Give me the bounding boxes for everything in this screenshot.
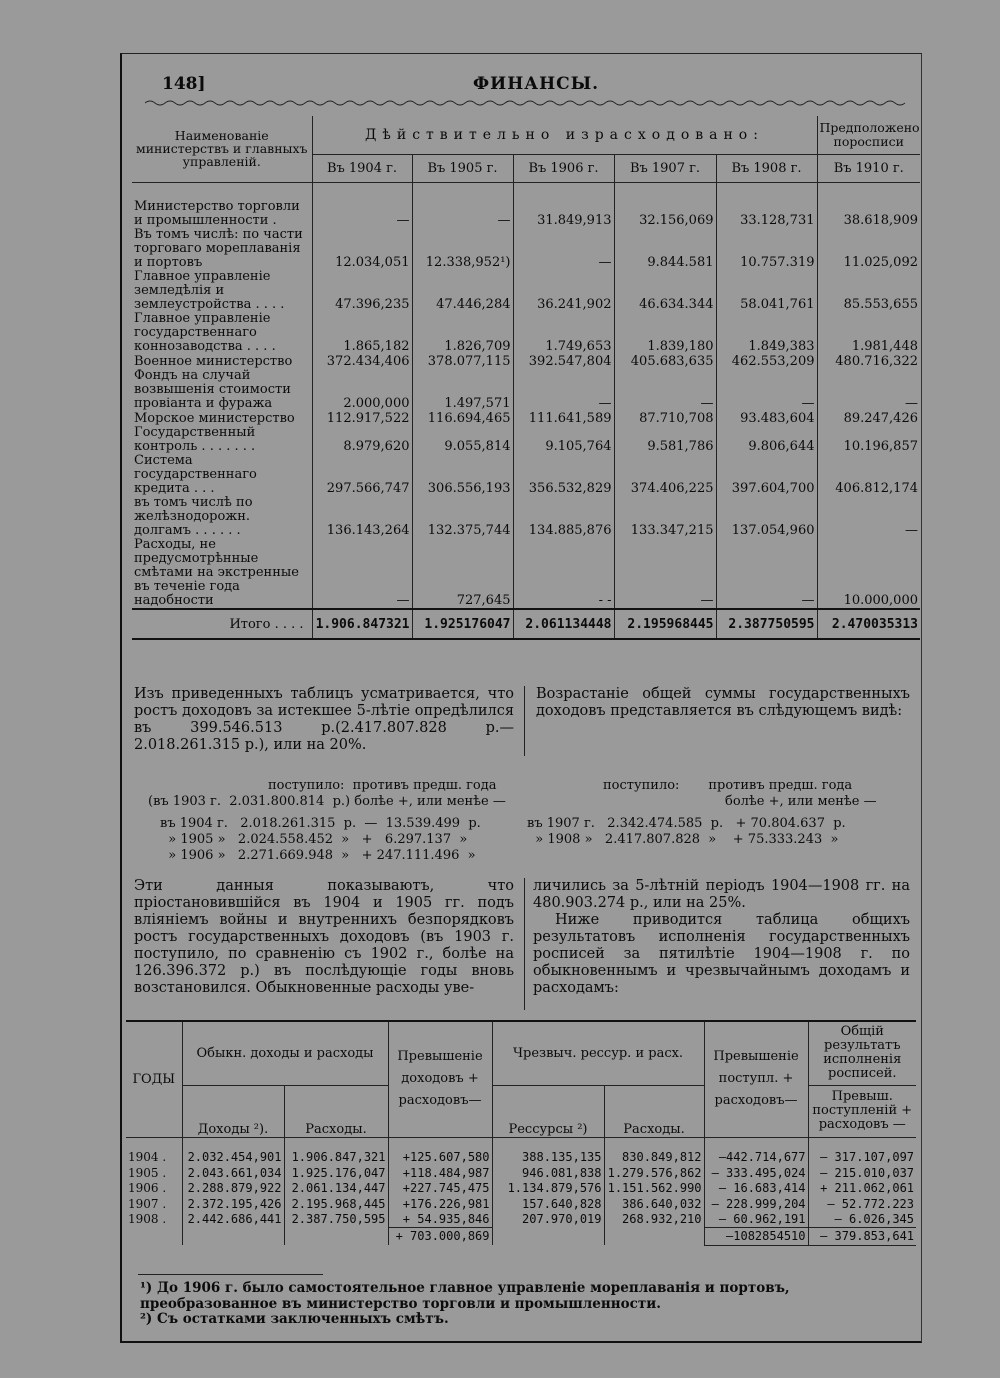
row-value: +227.745,475 [388,1180,492,1196]
column-divider [524,686,525,756]
col-header-resources: Рессурсы ²) [492,1085,604,1137]
row-value: 388.135,135 [492,1149,604,1165]
table-row [132,496,920,538]
table-row [132,200,920,228]
row-value: — 333.495,024 [704,1165,808,1181]
row-value: 306.556,193 [412,454,513,496]
row-value: 1.906.847,321 [284,1149,388,1165]
col-header-name: Наименованіе министерствъ и главныхъ управленій. [132,116,312,182]
col-year-1908: Въ 1908 г. [716,154,817,182]
col-header-expense: Расходы. [284,1085,388,1137]
row-value: 2.387.750,595 [284,1211,388,1227]
table-row [126,1196,916,1212]
paragraph-increase: личились за 5-лѣтній періодъ 1904—1908 гг. на 480.903.274 р., или на 25%. [533,878,910,911]
row-year: 1908 . [128,1212,167,1226]
row-value: 116.694,465 [412,411,513,426]
row-value: 1.279.576,862 [604,1165,704,1181]
row-value: 38.618,909 [817,200,920,228]
row-value: — [614,369,716,411]
page-title: ФИНАНСЫ. [473,74,600,94]
stats-header-right-1: поступило: противъ предш. года [603,778,853,793]
row-value: 1.839,180 [614,312,716,354]
row-name: Государственный контроль . . . . . . . [134,425,256,454]
row-value: 946.081,838 [492,1165,604,1181]
row-value: — 6.026,345 [808,1211,916,1227]
row-value: — [513,369,614,411]
row-value: + 211.062,061 [808,1180,916,1196]
row-value: 207.970,019 [492,1211,604,1227]
total-value: 2.195968445 [614,609,716,639]
row-value: +118.484,987 [388,1165,492,1181]
col-year-1906: Въ 1906 г. [513,154,614,182]
header-ornament [145,99,910,107]
col-header-excess2: Превышеніе поступл. + расходовъ— [704,1021,808,1137]
col-header-excess: Превышеніе доходовъ + расходовъ— [388,1021,492,1137]
row-value: +125.607,580 [388,1149,492,1165]
row-value: 10.000,000 [817,538,920,609]
table-row [132,354,920,369]
row-value: 2.372.195,426 [182,1196,284,1212]
row-name: Главное управленіе земледѣлія и землеустройства . . . . [134,269,285,312]
row-value: — [817,369,920,411]
row-value: — 52.772.223 [808,1196,916,1212]
row-value: 2.000,000 [312,369,412,411]
row-value: 47.446,284 [412,270,513,312]
stats-left-row: » 1905 » 2.024.558.452 » + 6.297.137 » [160,832,468,847]
footnote-rule [138,1274,323,1275]
col-header-total: Общій результатъ исполненія росписей. [808,1021,916,1085]
row-value: 112.917,522 [312,411,412,426]
sum-total: — 379.853,641 [808,1227,916,1245]
row-value: 1.925.176,047 [284,1165,388,1181]
row-value: —442.714,677 [704,1149,808,1165]
row-value: 58.041,761 [716,270,817,312]
table-row [132,312,920,354]
table-row [132,411,920,426]
row-value: 12.034,051 [312,228,412,270]
row-value: — [716,538,817,609]
table-row [126,1211,916,1227]
row-value: 10.757.319 [716,228,817,270]
col-group-actual: Дѣйствительно израсходовано: [312,116,817,154]
stats-header-right-2: болѣе +, или менѣе — [725,794,877,809]
table-row [126,1180,916,1196]
row-value: 2.195.968,445 [284,1196,388,1212]
col-header-extraordinary: Чрезвыч. рессур. и расх. [492,1021,704,1085]
col-header-expense2: Расходы. [604,1085,704,1137]
row-value: 87.710,708 [614,411,716,426]
total-value: 2.470035313 [817,609,920,639]
row-value: — 317.107,097 [808,1149,916,1165]
stats-header-left-1: поступило: противъ предш. года [268,778,497,793]
row-name: въ томъ числѣ по желѣзнодорожн. долгамъ . . . . . . [134,495,253,538]
row-value: - - [513,538,614,609]
row-value: + 54.935,846 [388,1211,492,1227]
row-value: 462.553,209 [716,354,817,369]
paragraph-increase-intro: Возрастаніе общей суммы государственныхъ доходовъ представляется въ слѣдующемъ видѣ: [536,686,910,719]
row-value: 1.497,571 [412,369,513,411]
row-value: 386.640,032 [604,1196,704,1212]
row-year: 1904 . [128,1150,167,1164]
row-value: 1.134.879,576 [492,1180,604,1196]
row-value: — [312,538,412,609]
row-value: — [817,496,920,538]
row-year: 1905 . [128,1165,167,1180]
row-value: 356.532,829 [513,454,614,496]
row-value: 1.981,448 [817,312,920,354]
row-value: 157.640,828 [492,1196,604,1212]
row-value: — [513,228,614,270]
row-name: Расходы, не предусмотрѣнные смѣтами на экстренные въ теченіе года надобности [134,537,299,608]
table-row [132,270,920,312]
row-value: 9.844.581 [614,228,716,270]
col-header-total-sub: Превыш. поступленій + расходовъ — [808,1085,916,1137]
row-value: 8.979,620 [312,426,412,454]
row-value: 830.849,812 [604,1149,704,1165]
row-value: — [614,538,716,609]
results-table [126,1020,916,1246]
total-value: 2.387750595 [716,609,817,639]
paragraph-table-intro: Ниже приводится таблица общихъ результатовъ исполненія государственныхъ росписей за пятилѣтіе 1904—1908 г. по обыкновеннымъ и чрезвычайнымъ доходамъ и расходамъ: [533,912,910,996]
row-value: 33.128,731 [716,200,817,228]
row-value: 2.288.879,922 [182,1180,284,1196]
col-year-1907: Въ 1907 г. [614,154,716,182]
row-value: — [312,200,412,228]
table-row [132,228,920,270]
table-row [132,454,920,496]
row-value: 2.061.134,447 [284,1180,388,1196]
row-value: — 215.010,037 [808,1165,916,1181]
row-value: 9.806,644 [716,426,817,454]
row-value: 297.566,747 [312,454,412,496]
row-value: 32.156,069 [614,200,716,228]
row-value: — 60.962,191 [704,1211,808,1227]
stats-header-left-2: (въ 1903 г. 2.031.800.814 р.) болѣе +, или менѣе — [148,794,506,809]
row-value: 1.849,383 [716,312,817,354]
column-divider [524,878,525,1010]
row-value: +176.226,981 [388,1196,492,1212]
expenditure-table [132,116,920,640]
row-value: 134.885,876 [513,496,614,538]
row-year: 1907 . [128,1196,167,1211]
footnote-2: ²) Съ остатками заключенныхъ смѣтъ. [140,1311,449,1327]
paragraph-growth: Изъ приведенныхъ таблицъ усматривается, что ростъ доходовъ за истекшее 5-лѣтіе опредѣлился въ 399.546.513 р.(2.417.807.828 р.— 2.018.261.315 р.), или на 20%. [134,686,514,753]
row-value: 1.826,709 [412,312,513,354]
table-row [132,426,920,454]
row-value: 374.406,225 [614,454,716,496]
row-value: 378.077,115 [412,354,513,369]
row-value: 89.247,426 [817,411,920,426]
row-value: 11.025,092 [817,228,920,270]
total-label: Итого . . . . [132,609,312,639]
total-value: 1.906.847321 [312,609,412,639]
row-value: 405.683,635 [614,354,716,369]
row-value: — [716,369,817,411]
row-value: 36.241,902 [513,270,614,312]
footnote-1: ¹) До 1906 г. было самостоятельное главное управленіе мореплаванія и портовъ, преобразованное въ министерство торговли и промышленности. [140,1280,790,1312]
row-value: 136.143,264 [312,496,412,538]
table-row [132,538,920,609]
row-value: — 16.683,414 [704,1180,808,1196]
row-value: 10.196,857 [817,426,920,454]
col-header-years: ГОДЫ [126,1021,182,1137]
row-value: 12.338,952¹) [412,228,513,270]
row-value: 133.347,215 [614,496,716,538]
stats-left-row: въ 1904 г. 2.018.261.315 р. — 13.539.499 р. [160,816,481,831]
col-year-1905: Въ 1905 г. [412,154,513,182]
paragraph-data-shows: Эти данныя показываютъ, что пріостановившійся въ 1904 и 1905 гг. подъ вліяніемъ войны и внутреннихъ безпорядковъ ростъ государственныхъ доходовъ (въ 1903 г. поступило, по сравненію съ 1902 г., болѣе на 126.396.372 р.) въ послѣдующіе годы вновь возстановился. Обыкновенные расходы уве- [134,878,514,996]
row-value: 93.483,604 [716,411,817,426]
row-value: 31.849,913 [513,200,614,228]
row-name: Фондъ на случай возвышенія стоимости провіанта и фуража [134,368,291,411]
row-value: 397.604,700 [716,454,817,496]
row-name: Въ томъ числѣ: по части торговаго мореплаванія и портовъ [134,227,303,270]
col-group-planned: Предположено поросписи [817,116,920,154]
row-value: 46.634.344 [614,270,716,312]
row-value: 1.749,653 [513,312,614,354]
stats-left-row: » 1906 » 2.271.669.948 » + 247.111.496 » [160,848,476,863]
col-year-1910: Въ 1910 г. [817,154,920,182]
row-year: 1906 . [128,1181,167,1195]
total-value: 2.061134448 [513,609,614,639]
row-value: 2.442.686,441 [182,1211,284,1227]
row-value: — 228.999,204 [704,1196,808,1212]
row-value: — [412,200,513,228]
sum-excess: + 703.000,869 [388,1227,492,1245]
row-name: Морское министерство [134,411,295,426]
row-value: 1.151.562.990 [604,1180,704,1196]
stats-right-row: въ 1907 г. 2.342.474.585 р. + 70.804.637 р. [527,816,846,831]
row-value: 9.055,814 [412,426,513,454]
row-value: 392.547,804 [513,354,614,369]
stats-right-row: » 1908 » 2.417.807.828 » + 75.333.243 » [527,832,839,847]
row-value: 111.641,589 [513,411,614,426]
table-row [126,1165,916,1181]
page-number: 148] [162,74,206,94]
row-value: 2.032.454,901 [182,1149,284,1165]
row-value: 727,645 [412,538,513,609]
row-name: Система государственнаго кредита . . . [134,453,257,496]
row-value: 406.812,174 [817,454,920,496]
row-value: 132.375,744 [412,496,513,538]
row-name: Военное министерство [134,354,293,369]
total-value: 1.925176047 [412,609,513,639]
col-header-ordinary: Обыкн. доходы и расходы [182,1021,388,1085]
row-value: 9.105,764 [513,426,614,454]
row-name: Министерство торговли и промышленности . [134,199,300,228]
sum-excess2: —1082854510 [704,1227,808,1245]
row-value: 47.396,235 [312,270,412,312]
table-row [132,369,920,411]
row-value: 137.054,960 [716,496,817,538]
row-name: Главное управленіе государственнаго коннозаводства . . . . [134,311,276,354]
col-header-income: Доходы ²). [182,1085,284,1137]
row-value: 268.932,210 [604,1211,704,1227]
row-value: 372.434,406 [312,354,412,369]
table-row [126,1149,916,1165]
row-value: 9.581,786 [614,426,716,454]
row-value: 480.716,322 [817,354,920,369]
row-value: 2.043.661,034 [182,1165,284,1181]
col-year-1904: Въ 1904 г. [312,154,412,182]
row-value: 85.553,655 [817,270,920,312]
row-value: 1.865,182 [312,312,412,354]
